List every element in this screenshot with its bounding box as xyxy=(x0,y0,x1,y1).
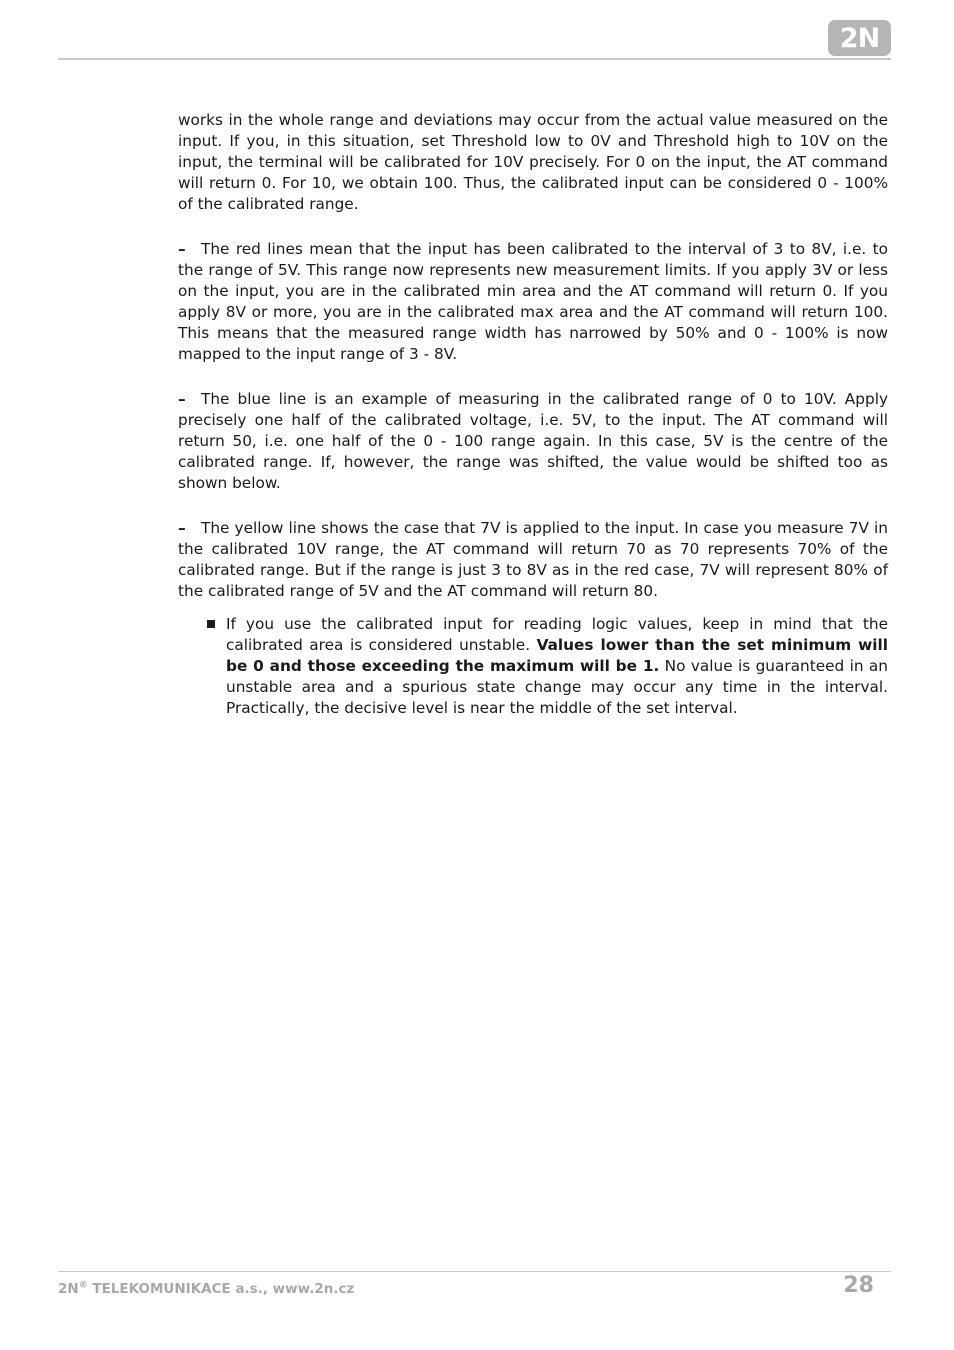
dash-marker: – xyxy=(178,519,186,537)
paragraph-red-lines xyxy=(178,239,888,365)
footer-divider xyxy=(58,1271,891,1272)
registered-mark: ® xyxy=(78,1280,88,1291)
square-bullet-icon xyxy=(207,620,215,628)
page-body xyxy=(178,110,888,719)
paragraph-yellow-line-text: The yellow line shows the case that 7V is applied to the input. In case you measure 7V in the calibrated 10V range, the AT command will return 70 as 70 represents 70% of the calibrated range. But if the range is just 3 to 8V as in the red case, 7V will represent 80% of the calibrated range of 5V and the AT command will return 80. xyxy=(178,519,888,600)
bullet-text-emphasis: Values lower than the set minimum will be 0 and those exceeding the maximum will be 1. xyxy=(226,636,888,675)
footer-company-prefix: 2N xyxy=(58,1281,79,1297)
page-number: 28 xyxy=(843,1273,874,1298)
paragraph-red-lines-text: The red lines mean that the input has been calibrated to the interval of 3 to 8V, i.e. to the range of 5V. This range now represents new measurement limits. If you apply 3V or less on the input, you are in the calibrated min area and the AT command will return 0. If you apply 8V or more, you are in the calibrated max area and the AT command will return 100. This means that the measured range width has narrowed by 50% and 0 - 100% is now mapped to the input range of 3 - 8V. xyxy=(178,240,888,363)
company-logo xyxy=(828,20,891,56)
paragraph-yellow-line xyxy=(178,518,888,602)
bullet-list-item xyxy=(226,614,888,719)
bullet-text-intro: If you use the calibrated input for reading logic values, keep in mind that the calibrated area is considered unstable. xyxy=(226,615,888,654)
bullet-text-rest: No value is guaranteed in an unstable area and a spurious state change may occur any time in the interval. Practically, the decisive level is near the middle of the set interval. xyxy=(226,657,888,717)
logo-text: 2N xyxy=(839,22,880,54)
paragraph-blue-line xyxy=(178,389,888,494)
footer-company xyxy=(58,1279,354,1299)
header-divider xyxy=(58,58,891,60)
paragraph-intro: works in the whole range and deviations may occur from the actual value measured on the input. If you, in this situation, set Threshold low to 0V and Threshold high to 10V on the input, the terminal will be calibrated for 10V precisely. For 0 on the input, the AT command will return 0. For 10, we obtain 100. Thus, the calibrated input can be considered 0 - 100% of the calibrated range. xyxy=(178,111,888,213)
dash-marker: – xyxy=(178,240,186,258)
footer-company-suffix: TELEKOMUNIKACE a.s., www.2n.cz xyxy=(87,1281,355,1297)
dash-marker: – xyxy=(178,390,186,408)
paragraph-blue-line-text: The blue line is an example of measuring in the calibrated range of 0 to 10V. Apply precisely one half of the calibrated voltage, i.e. 5V, to the input. The AT command will return 50, i.e. one half of the 0 - 100 range again. In this case, 5V is the centre of the calibrated range. If, however, the range was shifted, the value would be shifted too as shown below. xyxy=(178,390,888,492)
